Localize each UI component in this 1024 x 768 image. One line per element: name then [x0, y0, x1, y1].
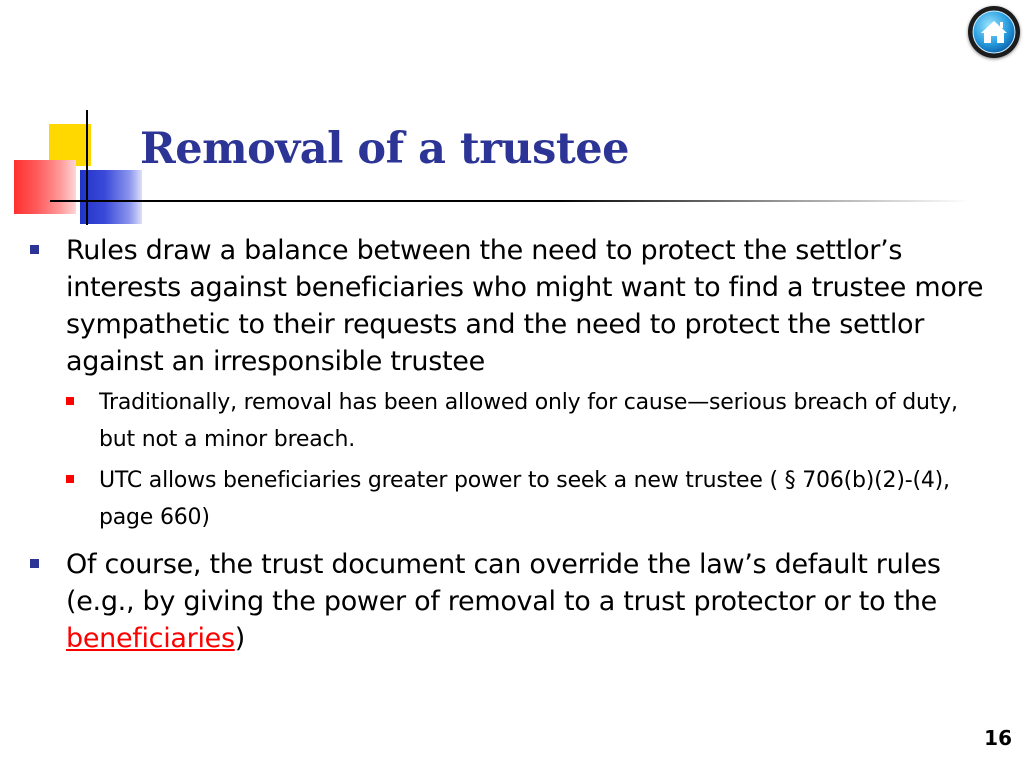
bullet-list: [30, 232, 1000, 657]
bullet-text: [66, 549, 941, 654]
decor-blue-square: [80, 170, 142, 224]
sub-bullet-marker: [66, 475, 74, 483]
decor-vertical-line: [86, 110, 88, 225]
sub-bullet-text: Traditionally, removal has been allowed only for cause—serious breach of duty, but not a minor breach.: [99, 390, 958, 452]
sub-bullet-marker: [66, 397, 74, 405]
bullet-marker: [30, 559, 39, 568]
slide-body: [30, 232, 1000, 657]
bullet-marker: [30, 245, 39, 254]
sub-bullet-group: [30, 384, 1000, 536]
beneficiaries-link[interactable]: beneficiaries: [66, 623, 235, 654]
slide-title: Removal of a trustee: [140, 124, 629, 174]
home-icon: [971, 9, 1017, 55]
bullet-text: Rules draw a balance between the need to protect the settlor’s interests against beneficiaries who might want to find a trustee more sympathetic to their requests and the need to protect the settlor against an irresponsible trustee: [66, 235, 984, 377]
sub-bullet-item: [66, 384, 1000, 458]
title-underline: [50, 200, 970, 202]
page-number: 16: [984, 726, 1012, 750]
sub-bullet-text: UTC allows beneficiaries greater power to seek a new trustee ( § 706(b)(2)-(4), page 660): [99, 468, 950, 530]
bullet-item: [30, 232, 1000, 380]
sub-bullet-item: [66, 462, 1000, 536]
decor-red-square: [14, 160, 76, 214]
bullet-text-end: ): [234, 623, 245, 654]
bullet-text-start: Of course, the trust document can override the law’s default rules (e.g., by giving the power of removal to a trust protector or to the: [66, 549, 941, 617]
home-button[interactable]: [968, 6, 1020, 58]
bullet-item: [30, 546, 1000, 657]
